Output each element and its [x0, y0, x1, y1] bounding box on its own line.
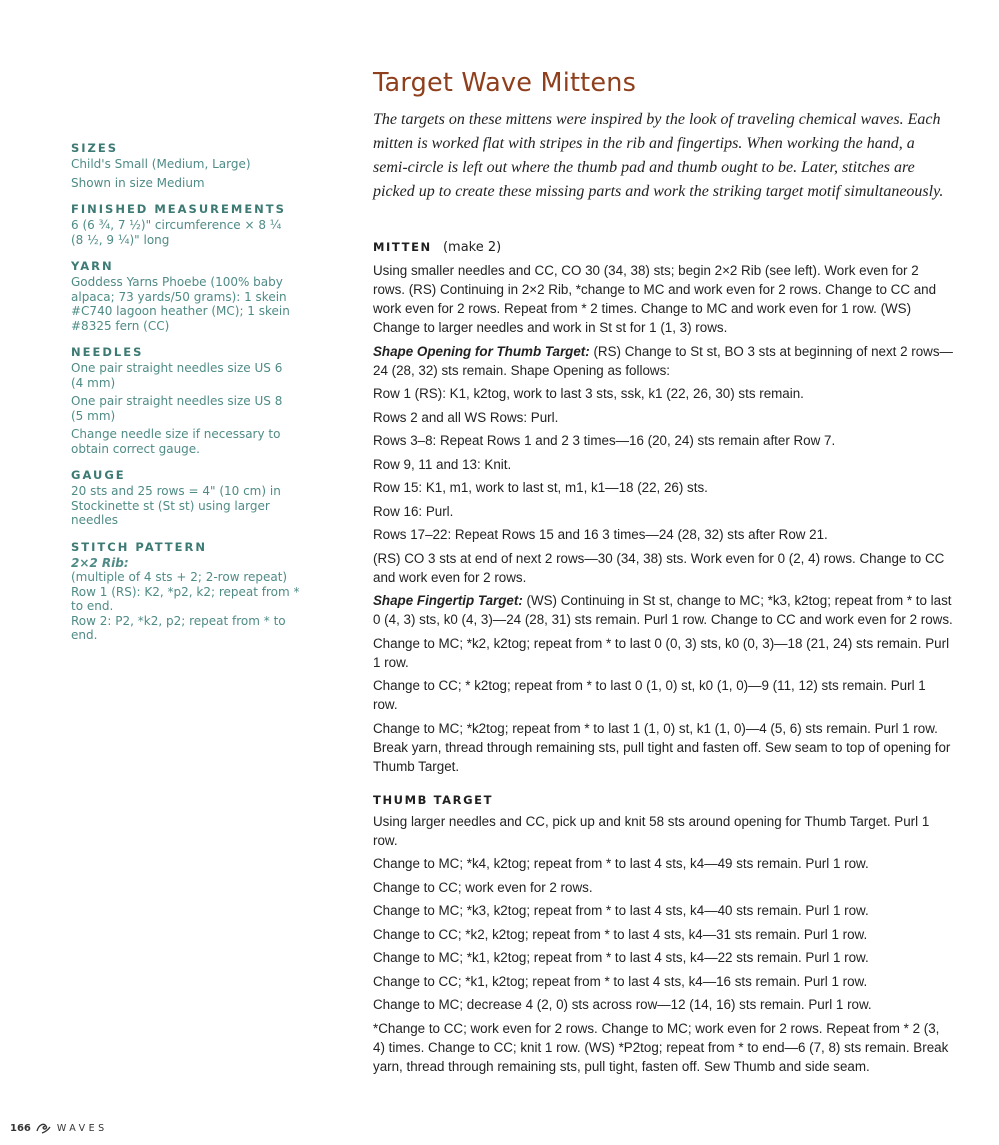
- mitten-heading-label: MITTEN: [373, 240, 432, 254]
- stitch-pattern-line: Row 2: P2, *k2, p2; repeat from * to: [71, 613, 286, 628]
- stitch-pattern-line: (multiple of 4 sts + 2; 2-row repeat): [71, 570, 288, 584]
- sizes-heading: SIZES: [71, 141, 119, 155]
- needles-line: (5 mm): [71, 408, 116, 423]
- main-content: [373, 68, 953, 1080]
- needles-line: One pair straight needles size US 6: [71, 361, 283, 375]
- page-footer: [10, 1122, 108, 1134]
- instruction-paragraph: Change to CC; *k1, k2tog; repeat from * to last 4 sts, k4—16 sts remain. Purl 1 row.: [373, 973, 868, 989]
- page-title: Target Wave Mittens: [373, 68, 637, 98]
- gauge-line: needles: [71, 513, 118, 527]
- finished-measurements-line: (8 ½, 9 ¼)" long: [71, 232, 170, 247]
- instruction-text: (WS) Continuing in St st, change to MC; *k3, k2tog; repeat from * to last 0 (4, 3) sts, k0 (4, 3)—24 (28, 31) sts remain. Purl 1 row. Change to CC and work even for 2 rows.: [373, 593, 953, 627]
- stitch-pattern-line: Row 1 (RS): K2, *p2, k2; repeat from *: [71, 584, 300, 599]
- stitch-pattern-line: end.: [71, 628, 98, 642]
- instruction-text: (RS) Change to St st, BO 3 sts at beginning of next 2 rows—24 (28, 32) sts remain. Shape Opening as follows:: [373, 343, 953, 378]
- instruction-lead: Shape Opening for Thumb Target:: [373, 343, 590, 359]
- instruction-row: Row 9, 11 and 13: Knit.: [373, 456, 512, 472]
- page-number: 166: [10, 1122, 31, 1134]
- instruction-paragraph: Using smaller needles and CC, CO 30 (34, 38) sts; begin 2×2 Rib (see left). Work even for 2 rows. (RS) Continuing in 2×2 Rib, *change to MC and work even for 2 rows. Change to CC and work even for 2 rows. Repeat from * 2 times. Change to MC and work even for 1 row. (WS) Change to larger needles and work in St st for 1 (1, 3) rows.: [373, 263, 937, 335]
- intro-paragraph: The targets on these mittens were inspired by the look of traveling chemical waves. Each mitten is worked flat with stripes in the rib and fingertips. When working the hand, a semi-circle is left out where the thumb pad and thumb ought to be. Later, stitches are picked up to create these missing parts and work the striking target motif simultaneously.: [373, 111, 944, 200]
- instruction-paragraph: Change to CC; *k2, k2tog; repeat from * to last 4 sts, k4—31 sts remain. Purl 1 row.: [373, 926, 868, 942]
- stitch-pattern-section: [71, 540, 326, 643]
- sidebar: [71, 141, 326, 655]
- gauge-line: Stockinette st (St st) using larger: [71, 498, 270, 513]
- yarn-section: [71, 259, 326, 333]
- yarn-heading: YARN: [71, 259, 114, 273]
- yarn-line: #C740 lagoon heather (MC); 1 skein: [71, 304, 290, 318]
- finished-measurements-line: 6 (6 ¾, 7 ½)" circumference × 8 ¼: [71, 218, 282, 232]
- stitch-pattern-heading: STITCH PATTERN: [71, 539, 207, 554]
- needles-line: One pair straight needles size US 8: [71, 394, 283, 408]
- needles-section: [71, 345, 326, 456]
- instruction-paragraph: *Change to CC; work even for 2 rows. Change to MC; work even for 2 rows. Repeat from * 2 (3, 4) times. Change to CC; knit 1 row. (WS) *P2tog; repeat from * to end—6 (7, 8) sts remain. Break yarn, thread through remaining sts, pull tight, fasten off. Sew Thumb and side seam.: [373, 1020, 949, 1074]
- instruction-row: Rows 17–22: Repeat Rows 15 and 16 3 times—24 (28, 32) sts after Row 21.: [373, 527, 828, 542]
- magazine-name: WAVES: [56, 1122, 108, 1134]
- instruction-paragraph: Change to MC; *k2, k2tog; repeat from * to last 0 (0, 3) sts, k0 (0, 3)—18 (21, 24) sts remain. Purl 1 row.: [373, 635, 950, 670]
- sizes-line: Child's Small (Medium, Large): [71, 157, 251, 171]
- mitten-heading-note: (make 2): [442, 240, 502, 255]
- sizes-section: [71, 141, 326, 190]
- instruction-paragraph: Change to MC; *k3, k2tog; repeat from * to last 4 sts, k4—40 sts remain. Purl 1 row.: [373, 903, 869, 918]
- instruction-paragraph: [373, 591, 953, 629]
- mitten-heading: [373, 240, 953, 255]
- gauge-heading: GAUGE: [71, 468, 126, 482]
- instruction-row: Row 16: Purl.: [373, 503, 454, 519]
- instruction-row: Rows 2 and all WS Rows: Purl.: [373, 409, 559, 425]
- instruction-paragraph: Using larger needles and CC, pick up and knit 58 sts around opening for Thumb Target. Purl 1 row.: [373, 813, 930, 848]
- instruction-paragraph: [373, 342, 953, 380]
- instruction-paragraph: Change to CC; * k2tog; repeat from * to last 0 (1, 0) st, k0 (1, 0)—9 (11, 12) sts remain. Purl 1 row.: [373, 678, 926, 712]
- sizes-line: Shown in size Medium: [71, 175, 205, 190]
- yarn-line: alpaca; 73 yards/50 grams): 1 skein: [71, 289, 287, 304]
- instruction-paragraph: Change to MC; *k1, k2tog; repeat from * to last 4 sts, k4—22 sts remain. Purl 1 row.: [373, 950, 869, 965]
- yarn-line: Goddess Yarns Phoebe (100% baby: [71, 275, 283, 289]
- gauge-section: [71, 468, 326, 528]
- instruction-paragraph: Change to MC; *k2tog; repeat from * to last 1 (1, 0) st, k1 (1, 0)—4 (5, 6) sts remain. Purl 1 row. Break yarn, thread through remaining sts, pull tight and fasten off. Sew seam to top of opening for Thumb Target.: [373, 720, 951, 774]
- gauge-line: 20 sts and 25 rows = 4" (10 cm) in: [71, 484, 281, 498]
- instruction-paragraph: Change to MC; *k4, k2tog; repeat from * to last 4 sts, k4—49 sts remain. Purl 1 row.: [373, 856, 869, 871]
- needles-line: (4 mm): [71, 375, 116, 390]
- instruction-paragraph: (RS) CO 3 sts at end of next 2 rows—30 (34, 38) sts. Work even for 0 (2, 4) rows. Change to CC and work even for 2 rows.: [373, 550, 945, 585]
- finished-measurements-heading: FINISHED MEASUREMENTS: [71, 202, 286, 216]
- instruction-row: Row 15: K1, m1, work to last st, m1, k1—18 (22, 26) sts.: [373, 480, 708, 495]
- stitch-pattern-name: 2×2 Rib:: [71, 555, 129, 570]
- needles-heading: NEEDLES: [71, 345, 144, 359]
- instruction-paragraph: Change to MC; decrease 4 (2, 0) sts across row—12 (14, 16) sts remain. Purl 1 row.: [373, 997, 872, 1012]
- instruction-lead: Shape Fingertip Target:: [373, 593, 523, 608]
- needles-line: obtain correct gauge.: [71, 441, 200, 456]
- instruction-row: Rows 3–8: Repeat Rows 1 and 2 3 times—16 (20, 24) sts remain after Row 7.: [373, 433, 836, 448]
- finished-measurements-section: [71, 202, 326, 247]
- instruction-row: Row 1 (RS): K1, k2tog, work to last 3 sts, ssk, k1 (22, 26, 30) sts remain.: [373, 386, 804, 401]
- needles-line: Change needle size if necessary to: [71, 427, 281, 441]
- yarn-line: #8325 fern (CC): [71, 318, 170, 333]
- thumb-target-heading: THUMB TARGET: [373, 792, 494, 807]
- stitch-pattern-line: to end.: [71, 599, 114, 613]
- instruction-paragraph: Change to CC; work even for 2 rows.: [373, 879, 593, 895]
- wave-swirl-icon: [36, 1122, 51, 1134]
